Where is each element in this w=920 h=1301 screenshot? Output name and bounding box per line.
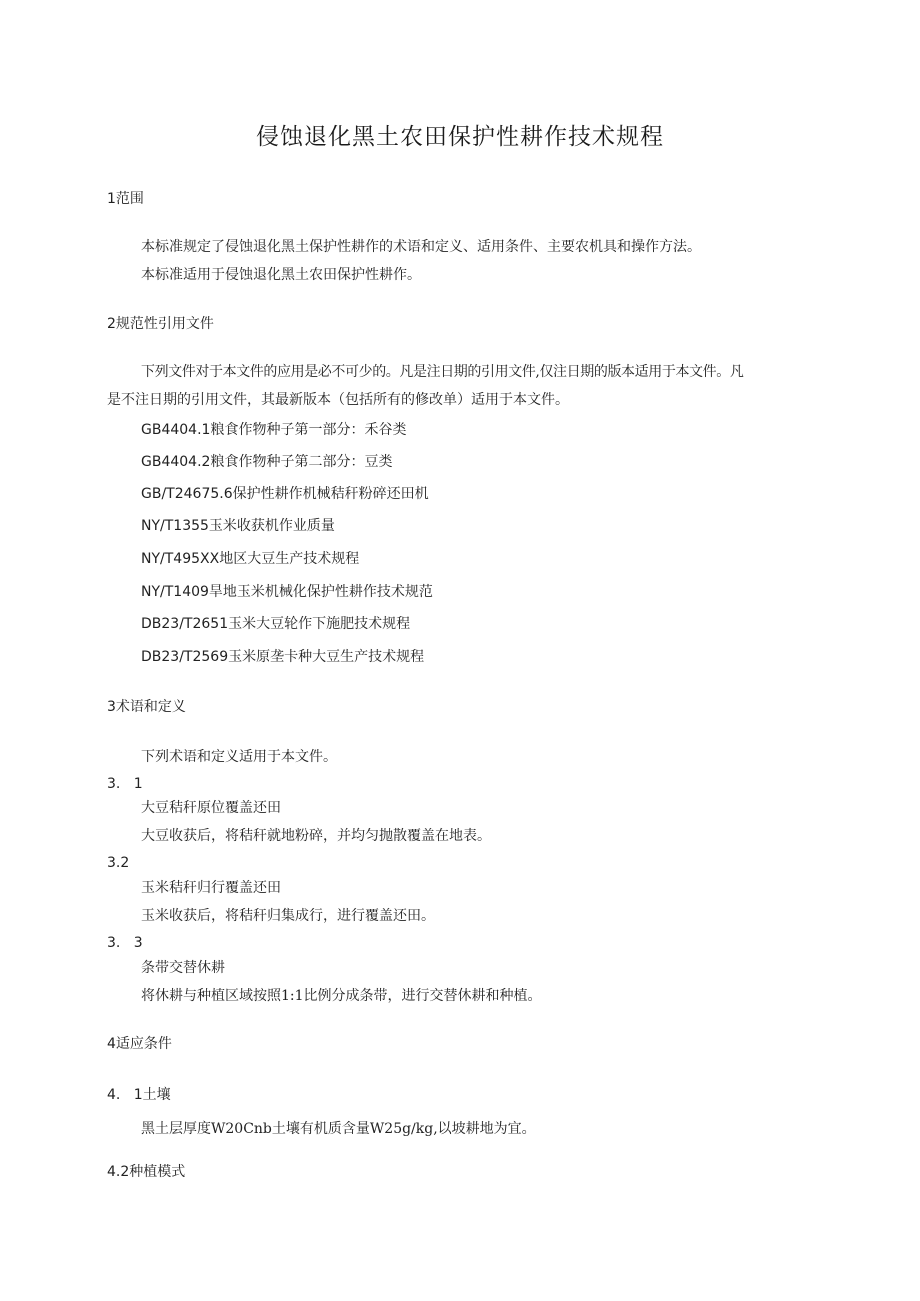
term-number: 3. 1 [107, 776, 143, 792]
section-4-2-heading: 4.2种植模式 [107, 1164, 186, 1180]
section-4-heading: 4适应条件 [107, 1036, 172, 1052]
reference-item: DB23/T2569玉米原垄卡种大豆生产技术规程 [141, 649, 425, 665]
reference-item: NY/T495XX地区大豆生产技术规程 [141, 551, 360, 567]
term-name: 玉米秸秆归行覆盖还田 [141, 880, 281, 896]
term-definition: 大豆收获后，将秸秆就地粉碎，并均匀抛散覆盖在地表。 [141, 828, 491, 844]
term-definition: 将休耕与种植区域按照1:1比例分成条带，进行交替休耕和种植。 [141, 988, 542, 1004]
term-definition: 玉米收获后，将秸秆归集成行，进行覆盖还田。 [141, 908, 435, 924]
section-1-heading: 1范围 [107, 191, 144, 207]
section-2-intro-line-1: 下列文件对于本文件的应用是必不可少的。凡是注日期的引用文件,仅注日期的版本适用于本文件。凡 [141, 364, 744, 380]
section-1-paragraph: 本标准规定了侵蚀退化黑土保护性耕作的术语和定义、适用条件、主要农机具和操作方法。 [141, 239, 701, 255]
term-name: 大豆秸秆原位覆盖还田 [141, 800, 281, 816]
term-number: 3.2 [107, 855, 130, 871]
document-title: 侵蚀退化黑土农田保护性耕作技术规程 [256, 124, 664, 150]
section-2-heading: 2规范性引用文件 [107, 316, 214, 332]
reference-item: NY/T1409旱地玉米机械化保护性耕作技术规范 [141, 584, 433, 600]
reference-item: DB23/T2651玉米大豆轮作下施肥技术规程 [141, 616, 411, 632]
section-4-1-text: 黑土层厚度W20Cnb土壤有机质含量W25g∕kg,以坡耕地为宜。 [141, 1121, 536, 1137]
section-3-intro: 下列术语和定义适用于本文件。 [141, 749, 337, 765]
section-4-1-heading: 4. 1土壤 [107, 1087, 171, 1103]
term-name: 条带交替休耕 [141, 960, 225, 976]
reference-item: GB/T24675.6保护性耕作机械秸秆粉碎还田机 [141, 486, 429, 502]
reference-item: NY/T1355玉米收获机作业质量 [141, 518, 335, 534]
term-number: 3. 3 [107, 935, 143, 951]
section-2-intro-line-2: 是不注日期的引用文件，其最新版本（包括所有的修改单）适用于本文件。 [107, 392, 569, 408]
reference-item: GB4404.1粮食作物种子第一部分：禾谷类 [141, 422, 407, 438]
section-1-paragraph: 本标准适用于侵蚀退化黑土农田保护性耕作。 [141, 267, 421, 283]
reference-item: GB4404.2粮食作物种子第二部分：豆类 [141, 454, 393, 470]
section-3-heading: 3术语和定义 [107, 699, 186, 715]
